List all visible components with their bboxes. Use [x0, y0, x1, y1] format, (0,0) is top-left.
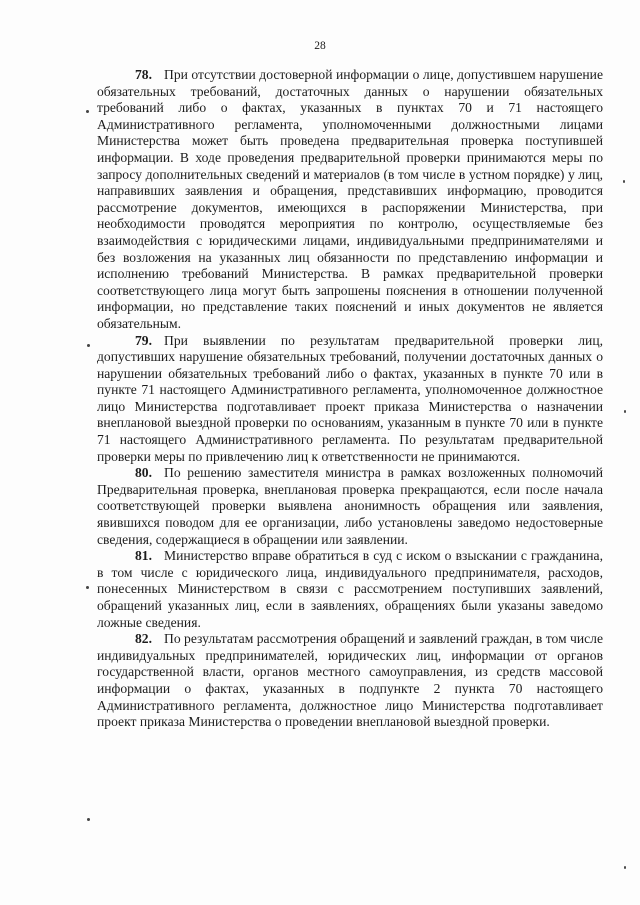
scan-speck	[87, 818, 90, 821]
scan-speck	[623, 180, 625, 183]
paragraph-number: 81.	[135, 548, 152, 564]
paragraph-81	[97, 548, 603, 631]
paragraph-number: 78.	[135, 67, 152, 82]
scan-speck	[86, 586, 89, 589]
paragraph-number: 82.	[135, 631, 152, 647]
scan-speck	[86, 110, 89, 113]
document-body	[97, 67, 603, 731]
paragraph-text: При выявлении по результатам предварительной проверки лиц, допустивших нарушение обязательных требований, получении достаточных данных о нарушении обязательных требований либо о фактах, указанных в пункте 70 или в пункте 71 настоящего Административного регламента, уполномоченное должностное лицо Министерства подготавливает проект приказа Министерства о назначении внеплановой выездной проверки по основаниям, указанным в пункте 70 или в пункте 71 настоящего Административного регламента. По результатам предварительной проверки меры по привлечению лиц к ответственности не принимаются.	[97, 332, 603, 464]
page-number: 28	[314, 40, 326, 52]
paragraph-text: При отсутствии достоверной информации о лице, допустившем нарушение обязательных требований, достаточных данных о нарушении обязательных требований либо о фактах, указанных в пунктах 70 и 71 настоящего Административного регламента, уполномоченными должностными лицами Министерства может быть проведена предварительная проверка поступившей информации. В ходе проведения предварительной проверки принимаются меры по запросу дополнительных сведений и материалов (в том числе в устном порядке) у лиц, направивших заявления и обращения, представивших информацию, проводится рассмотрение документов, имеющихся в распоряжении Министерства, при необходимости проводятся мероприятия по контролю, осуществляемые без взаимодействия с юридическими лицами, индивидуальными предпринимателями и без возложения на указанных лиц обязанности по представлению информации и исполнению требований Министерства. В рамках предварительной проверки соответствующего лица могут быть запрошены пояснения в отношении полученной информации, но представление таких пояснений и иных документов не является обязательным.	[97, 67, 603, 331]
paragraph-text: Министерство вправе обратиться в суд с иском о взыскании с гражданина, в том числе с юридического лица, индивидуального предпринимателя, расходов, понесенных Министерством в связи с рассмотрением поступивших заявлений, обращений указанных лиц, если в заявлениях, обращениях были указаны заведомо ложные сведения.	[97, 548, 603, 630]
paragraph-text: По результатам рассмотрения обращений и заявлений граждан, в том числе индивидуальных предпринимателей, юридических лиц, информации от органов государственной власти, органов местного самоуправления, из средств массовой информации о фактах, указанных в подпункте 2 пункта 70 настоящего Административного регламента, должностное лицо Министерства подготавливает проект приказа Министерства о проведении внеплановой выездной проверки.	[97, 631, 603, 730]
scan-speck	[624, 866, 626, 869]
scan-speck	[87, 344, 90, 347]
paragraph-80	[97, 465, 603, 548]
scan-speck	[624, 410, 626, 413]
paragraph-number: 80.	[135, 465, 152, 481]
paragraph-number: 79.	[135, 332, 152, 348]
paragraph-text: По решению заместителя министра в рамках возложенных полномочий Предварительная проверка, внеплановая проверка прекращаются, если после начала соответствующей проверки выявлена анонимность обращения или заявления, явившихся поводом для ее организации, либо установлены заведомо недостоверные сведения, содержащиеся в обращении или заявлении.	[97, 465, 603, 547]
paragraph-79	[97, 333, 603, 466]
paragraph-82	[97, 631, 603, 731]
paragraph-78	[97, 67, 603, 333]
